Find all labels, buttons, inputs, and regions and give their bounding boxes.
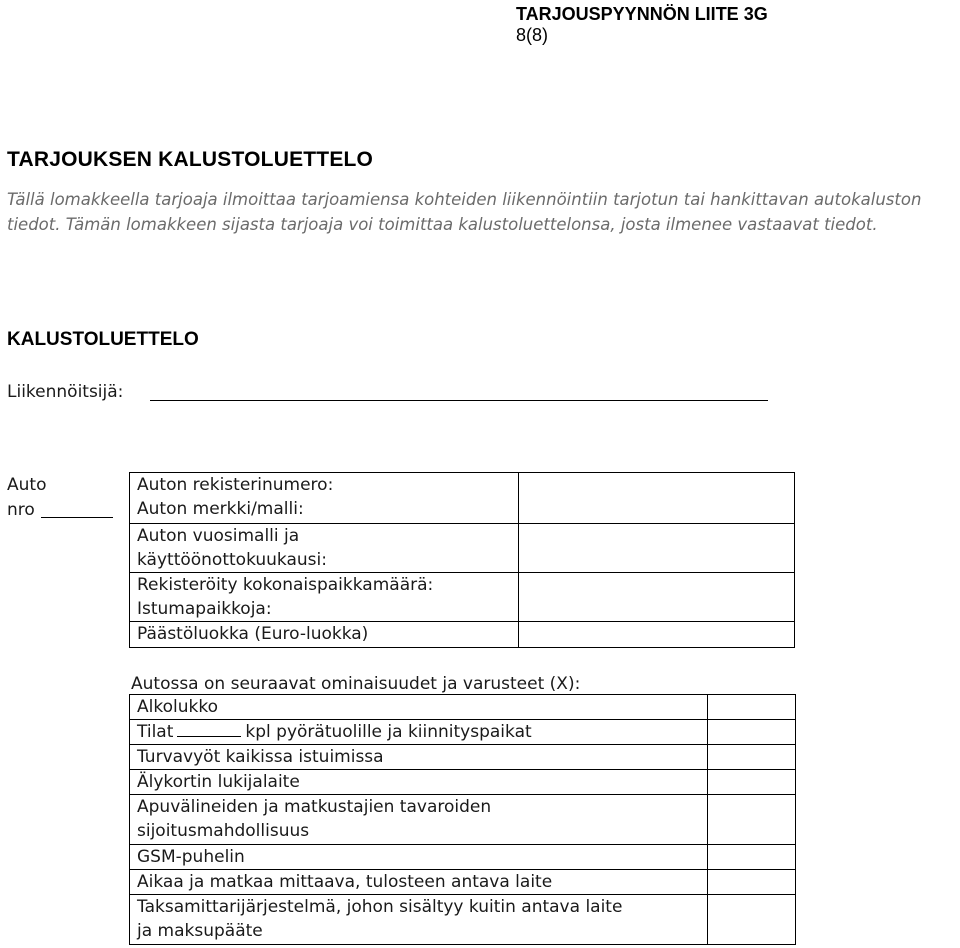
table-row <box>130 870 796 895</box>
row-label: Auton vuosimalli ja käyttöönottokuukausi: <box>130 524 519 573</box>
features-heading: Autossa on seuraavat ominaisuudet ja varusteet (X): <box>131 674 581 694</box>
feature-label: Aikaa ja matkaa mittaava, tulosteen antava laite <box>130 870 708 895</box>
wheelchair-prefix: Tilat <box>137 722 174 742</box>
table-row <box>130 795 796 845</box>
vehicle-number-label: nro <box>7 500 35 520</box>
intro-text: Tällä lomakkeella tarjoaja ilmoittaa tarjoamiensa kohteiden liikennöintiin tarjotun tai hankittavan autokaluston tiedot. Tämän lomakkeen sijasta tarjoaja voi toimittaa kalustoluettelonsa, josta ilmenee vastaavat tiedot. <box>7 190 922 234</box>
vehicle-info-table <box>129 472 795 648</box>
row-value-field[interactable] <box>519 622 795 648</box>
row-value-field[interactable] <box>519 524 795 573</box>
feature-checkbox-cell[interactable] <box>708 695 796 720</box>
vehicle-number-field[interactable] <box>41 517 113 518</box>
page-number: 8(8) <box>516 25 549 45</box>
table-row <box>130 895 796 945</box>
table-row <box>130 473 795 524</box>
wheelchair-count-field[interactable] <box>177 722 241 737</box>
header-title: TARJOUSPYYNNÖN LIITE 3G <box>516 4 768 24</box>
wheelchair-suffix: kpl pyörätuolille ja kiinnityspaikat <box>245 722 532 742</box>
feature-label: GSM-puhelin <box>130 845 708 870</box>
vehicle-label: Auto <box>7 475 47 495</box>
feature-label: Taksamittarijärjestelmä, johon sisältyy kuitin antava laite ja maksupääte <box>130 895 708 945</box>
row-label: Päästöluokka (Euro-luokka) <box>130 622 519 648</box>
feature-label: Apuvälineiden ja matkustajien tavaroiden sijoitusmahdollisuus <box>130 795 708 845</box>
feature-label: Alkolukko <box>130 695 708 720</box>
feature-label <box>130 720 708 745</box>
feature-checkbox-cell[interactable] <box>708 845 796 870</box>
feature-checkbox-cell[interactable] <box>708 745 796 770</box>
table-row <box>130 845 796 870</box>
feature-checkbox-cell[interactable] <box>708 770 796 795</box>
operator-label: Liikennöitsijä: <box>7 382 124 402</box>
operator-field[interactable] <box>150 400 768 401</box>
row-label: Rekisteröity kokonaispaikkamäärä: Istumapaikkoja: <box>130 573 519 622</box>
feature-checkbox-cell[interactable] <box>708 895 796 945</box>
table-row <box>130 745 796 770</box>
row-label: Auton rekisterinumero: Auton merkki/malli: <box>130 473 519 524</box>
row-value-field[interactable] <box>519 573 795 622</box>
table-row <box>130 770 796 795</box>
table-row <box>130 720 796 745</box>
table-row <box>130 573 795 622</box>
table-row <box>130 695 796 720</box>
table-row <box>130 524 795 573</box>
features-table <box>129 694 796 945</box>
feature-checkbox-cell[interactable] <box>708 720 796 745</box>
feature-label: Turvavyöt kaikissa istuimissa <box>130 745 708 770</box>
feature-checkbox-cell[interactable] <box>708 870 796 895</box>
table-row <box>130 622 795 648</box>
document-title: TARJOUKSEN KALUSTOLUETTELO <box>7 148 374 171</box>
section-title: KALUSTOLUETTELO <box>7 329 199 350</box>
feature-checkbox-cell[interactable] <box>708 795 796 845</box>
feature-label: Älykortin lukijalaite <box>130 770 708 795</box>
row-value-field[interactable] <box>519 473 795 524</box>
